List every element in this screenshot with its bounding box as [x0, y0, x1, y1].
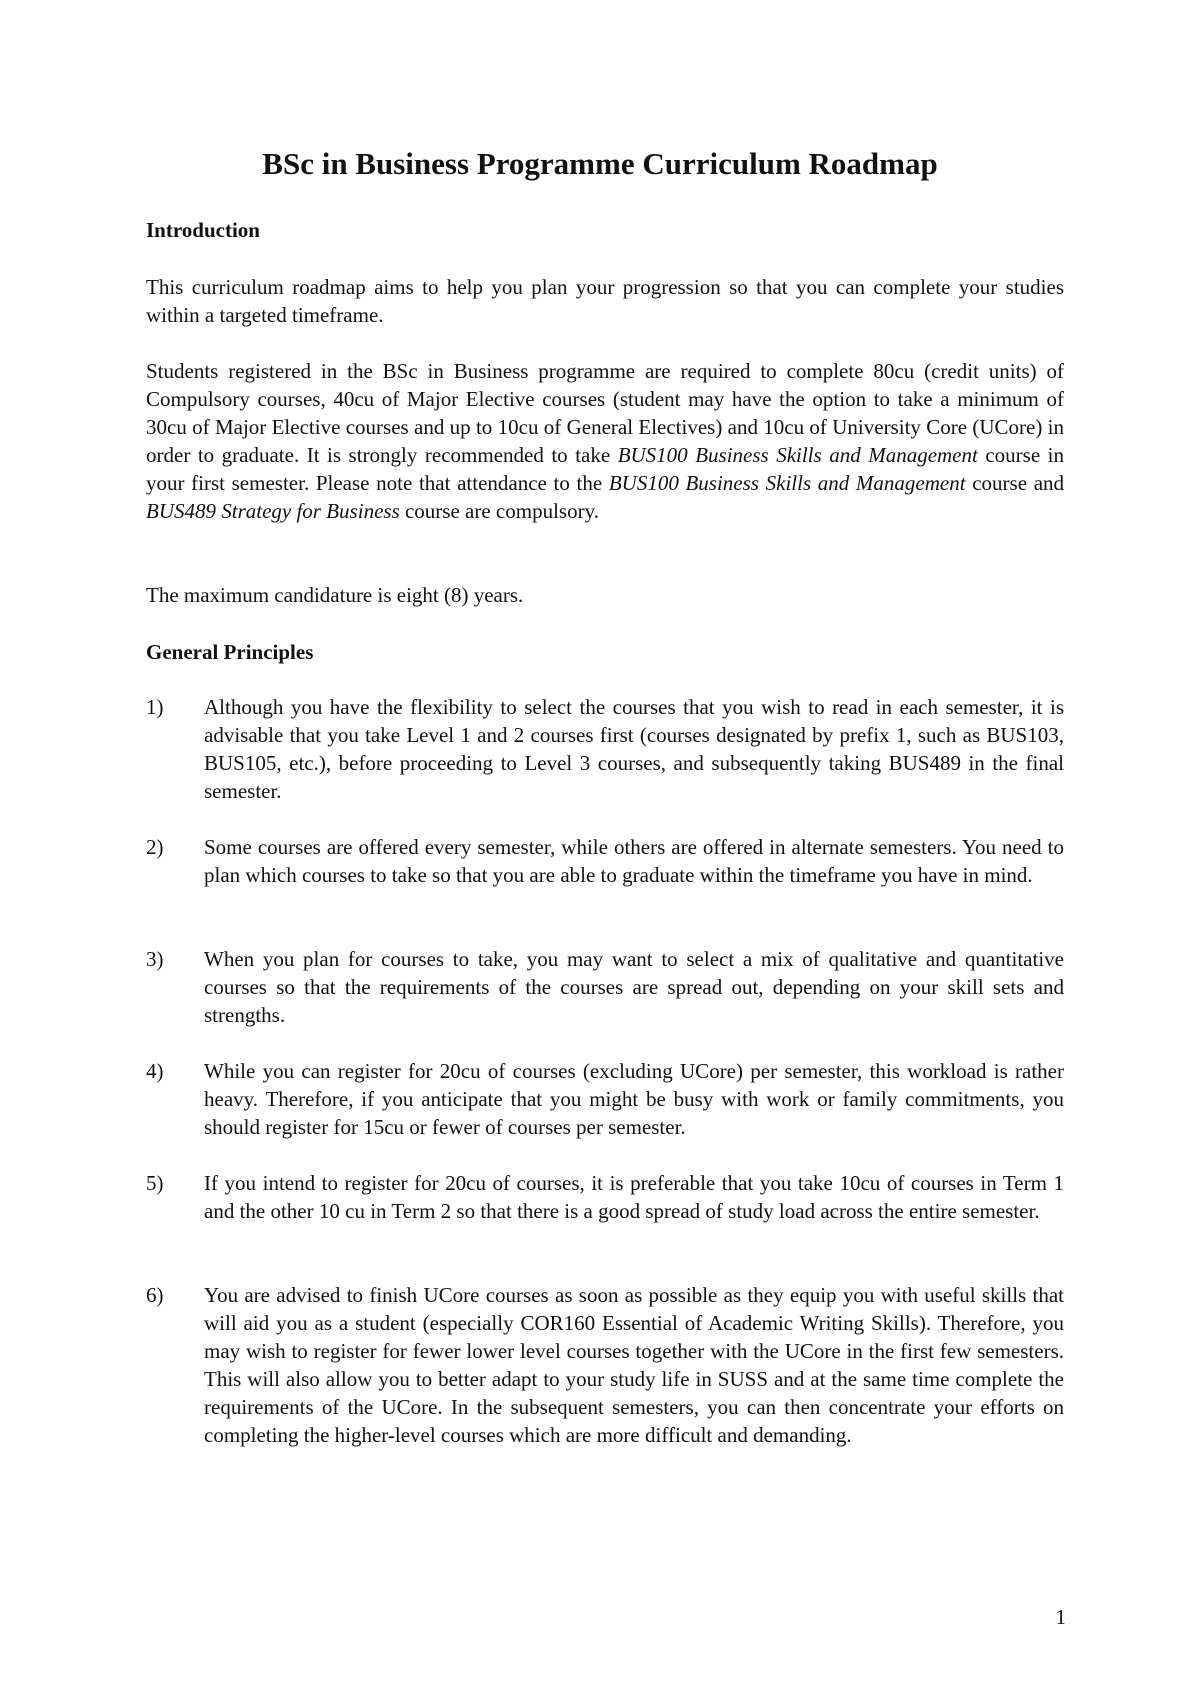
- principle-item-3: [146, 945, 1064, 1029]
- principle-item-6: [146, 1281, 1064, 1449]
- course-bus489-reference: BUS489 Strategy for Business: [146, 499, 400, 523]
- principle-text-4: While you can register for 20cu of courses (excluding UCore) per semester, this workload is rather heavy. Therefore, if you anticipate that you might be busy with work or family commitments, you should register for 15cu or fewer of courses per semester.: [204, 1059, 1064, 1139]
- principle-number-2: 2): [146, 835, 164, 859]
- principle-item-1: [146, 693, 1064, 805]
- principle-number-1: 1): [146, 695, 164, 719]
- course-bus100-reference-2: BUS100 Business Skills and Management: [608, 471, 966, 495]
- paragraph-2-text-4: course are compulsory.: [399, 499, 599, 523]
- introduction-paragraph-3: The maximum candidature is eight (8) years.: [146, 583, 524, 607]
- paragraph-2-text-1: Students registered in the BSc in Business programme are required to complete 80cu (credit units) of Compulsory courses, 40cu of Major Elective courses (student may have the option to take a minimum of 30cu of Major Elective courses and up to 10cu of General Electives) and 10cu of University Core (UCore) in order to graduate. It is strongly recommended to take: [146, 359, 1064, 467]
- introduction-heading: Introduction: [146, 218, 260, 242]
- paragraph-2-text-2: course in your first semester. Please note that attendance to the: [146, 443, 1065, 495]
- page-number: 1: [1055, 1605, 1066, 1629]
- principle-item-5: [146, 1169, 1064, 1225]
- principle-item-4: [146, 1057, 1064, 1141]
- principle-number-3: 3): [146, 947, 164, 971]
- principle-number-4: 4): [146, 1059, 164, 1083]
- principle-text-2: Some courses are offered every semester, while others are offered in alternate semesters. You need to plan which courses to take so that you are able to graduate within the timeframe you have in mind.: [204, 835, 1064, 887]
- principle-text-5: If you intend to register for 20cu of courses, it is preferable that you take 10cu of courses in Term 1 and the other 10 cu in Term 2 so that there is a good spread of study load across the entire semester.: [204, 1171, 1064, 1223]
- page-title: BSc in Business Programme Curriculum Roadmap: [262, 146, 938, 181]
- principle-item-2: [146, 833, 1064, 889]
- paragraph-2-text-3: course and: [965, 471, 1065, 495]
- principle-text-3: When you plan for courses to take, you may want to select a mix of qualitative and quantitative courses so that the requirements of the courses are spread out, depending on your skill sets and strengths.: [204, 947, 1064, 1027]
- principle-number-5: 5): [146, 1171, 164, 1195]
- principle-text-1: Although you have the flexibility to select the courses that you wish to read in each semester, it is advisable that you take Level 1 and 2 courses first (courses designated by prefix 1, such as BUS103, BUS105, etc.), before proceeding to Level 3 courses, and subsequently taking BUS489 in the final semester.: [204, 695, 1064, 803]
- introduction-paragraph-1: This curriculum roadmap aims to help you plan your progression so that you can complete your studies within a targeted timeframe.: [146, 275, 1064, 327]
- principle-text-6: You are advised to finish UCore courses as soon as possible as they equip you with useful skills that will aid you as a student (especially COR160 Essential of Academic Writing Skills). Therefore, you may wish to register for fewer lower level courses together with the UCore in the first few semesters. This will also allow you to better adapt to your study life in SUSS and at the same time complete the requirements of the UCore. In the subsequent semesters, you can then concentrate your efforts on completing the higher-level courses which are more difficult and demanding.: [204, 1283, 1064, 1447]
- introduction-paragraph-2: [146, 357, 1064, 525]
- principle-number-6: 6): [146, 1283, 164, 1307]
- general-principles-heading: General Principles: [146, 640, 314, 664]
- course-bus100-reference: BUS100 Business Skills and Management: [617, 443, 978, 467]
